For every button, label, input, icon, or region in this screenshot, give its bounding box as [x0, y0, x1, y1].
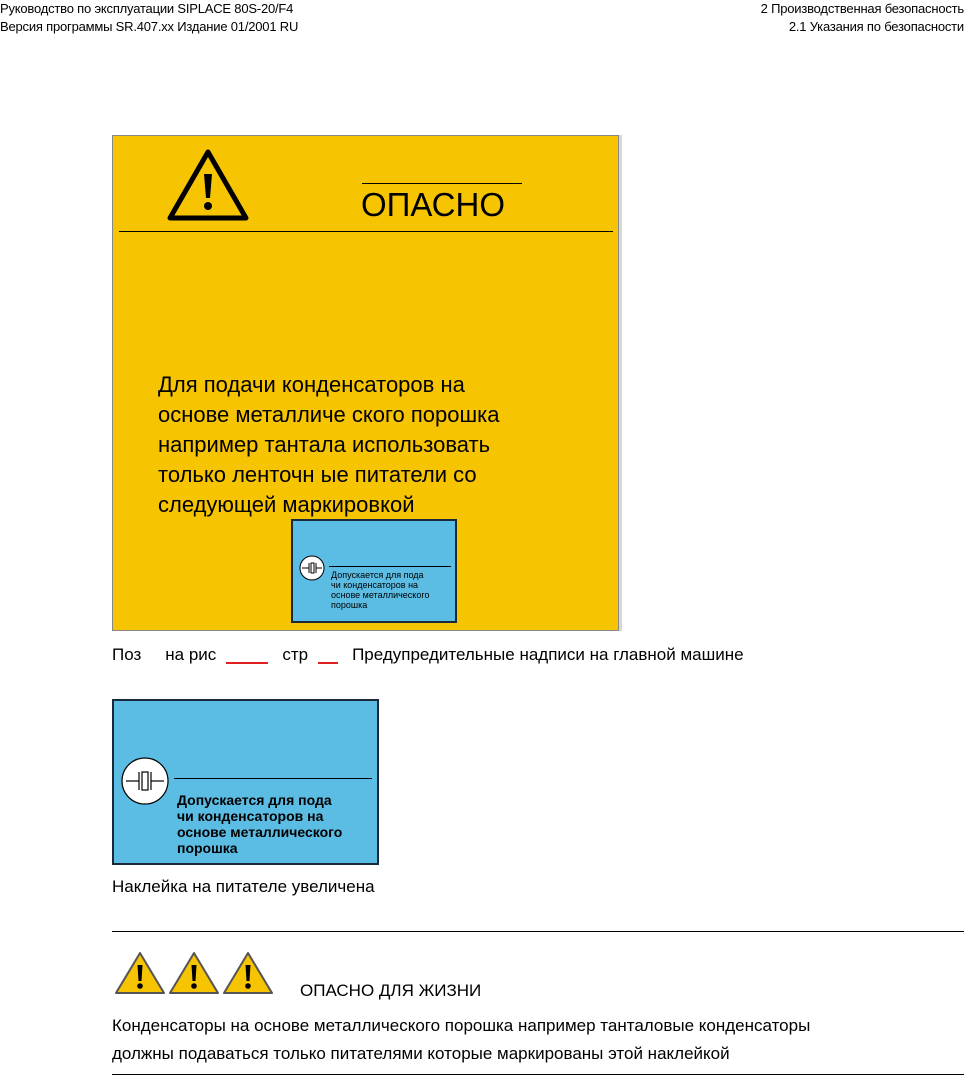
life-danger-text: Конденсаторы на основе металлического порошка например танталовые конденсаторы должны подаваться только питателями которые маркированы этой наклейкой [112, 1016, 811, 1063]
chapter-title: 2 Производственная безопасность [760, 1, 964, 16]
warning-triangle-icon [166, 148, 250, 222]
warning-triangle-icon [114, 950, 166, 996]
warning-triangles [114, 950, 276, 1001]
label-rule [329, 566, 451, 567]
running-header-right [761, 0, 964, 36]
enlarged-label-text: Допускается для пода чи конденсаторов на основе металлического порошка [177, 792, 343, 856]
figure-caption [112, 644, 744, 666]
title-overline [362, 183, 522, 184]
divider-bottom [112, 1074, 964, 1075]
caption-page: стр [282, 645, 309, 664]
figure-number-blank [226, 662, 268, 664]
life-danger-title: ОПАСНО ДЛЯ ЖИЗНИ [300, 981, 482, 1000]
danger-message: Для подачи конденсаторов на основе металличе ского порошка например тантала использовать только ленточн ые питатели со следующей маркировкой [158, 372, 500, 517]
page-number-blank [318, 662, 338, 664]
feeder-label-enlarged [112, 699, 379, 865]
caption-pos: Поз [112, 645, 142, 664]
label-rule [174, 778, 372, 779]
divider-top [112, 931, 964, 932]
mini-label-text: Допускается для пода чи конденсаторов на основе металлического порошка [331, 570, 430, 610]
section-title: 2.1 Указания по безопасности [788, 19, 964, 34]
warning-triangle-icon [168, 950, 220, 996]
enlarged-label-caption: Наклейка на питателе увеличена [112, 877, 375, 896]
capacitor-icon [299, 555, 325, 581]
manual-title: Руководство по эксплуатации SIPLACE 80S-20/F4 [0, 1, 294, 16]
caption-text: Предупредительные надписи на главной машине [352, 645, 744, 664]
program-version: Версия программы SR.407.xx Издание 01/2001 RU [0, 19, 299, 34]
capacitor-icon [120, 756, 170, 806]
running-header-left [0, 0, 298, 36]
sign-divider [119, 231, 613, 232]
warning-triangle-icon [222, 950, 274, 996]
caption-fig: на рис [165, 645, 217, 664]
feeder-label-small [291, 519, 457, 623]
danger-sign [112, 135, 619, 631]
danger-title: ОПАСНО [361, 186, 506, 223]
